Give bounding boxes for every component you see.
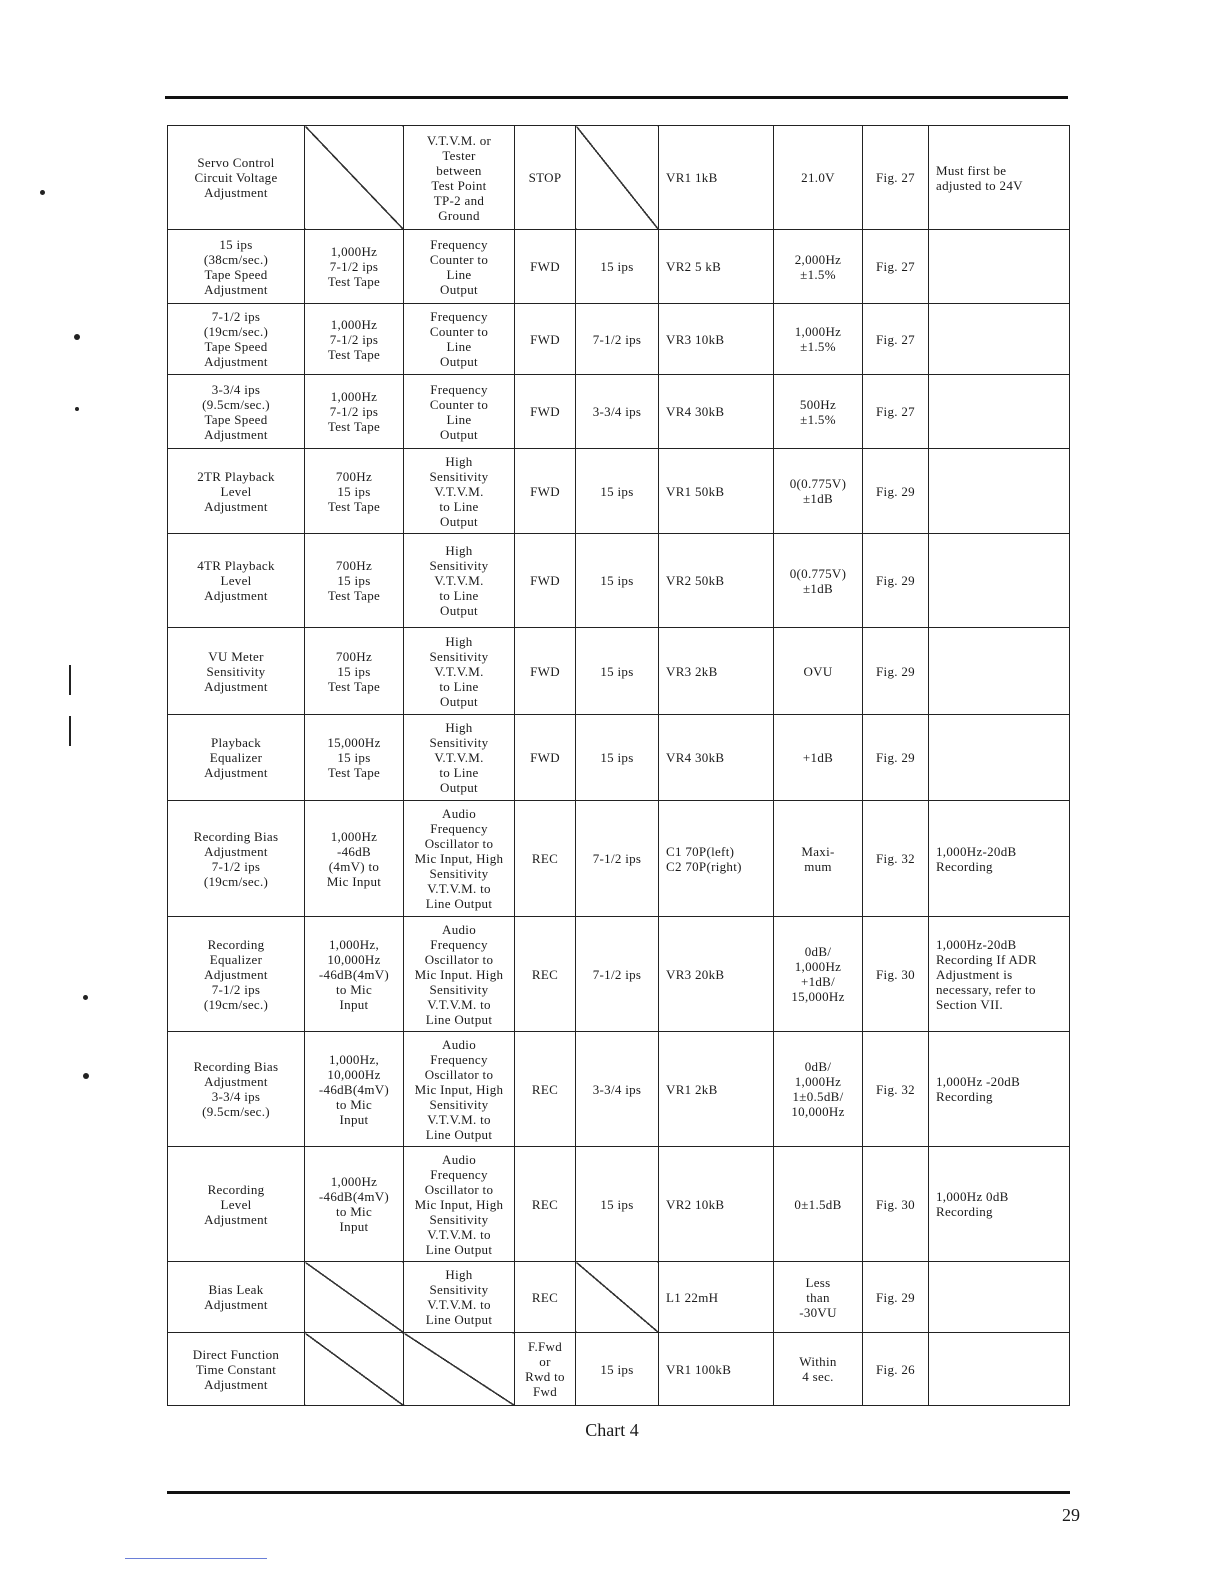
margin-mark	[74, 334, 80, 340]
input-signal-text: 700Hz 15 ips Test Tape	[327, 558, 381, 603]
adjustment-point-text: VR3 10kB	[666, 331, 725, 347]
mode-cell	[515, 1147, 576, 1262]
input-signal-cell	[305, 801, 404, 917]
adjustment-point-text: VR1 50kB	[666, 483, 725, 499]
standard-value-cell	[774, 449, 863, 534]
table-row	[168, 449, 1070, 534]
adjustment-item-text: Playback Equalizer Adjustment	[204, 735, 268, 780]
adjustment-item-text: 2TR Playback Level Adjustment	[197, 468, 275, 514]
standard-value-cell	[774, 715, 863, 801]
instrument-cell	[404, 375, 515, 449]
figure-cell	[863, 1262, 929, 1333]
table-row	[168, 715, 1070, 801]
adjustment-item-text: Recording Equalizer Adjustment 7-1/2 ips (19cm/sec.)	[203, 936, 269, 1012]
adjustment-point-cell	[659, 126, 774, 230]
adjustment-point-text: VR2 5 kB	[666, 259, 722, 274]
instrument-text: Audio Frequency Oscillator to Mic Input, High Sensitivity V.T.V.M. to Line Output	[414, 1151, 504, 1257]
tape-speed-cell	[576, 715, 659, 801]
mode-text: FWD	[530, 331, 560, 347]
figure-cell	[863, 375, 929, 449]
adjustment-point-cell	[659, 230, 774, 304]
figure-cell	[863, 917, 929, 1032]
standard-value-text: OVU	[803, 663, 833, 679]
instrument-cell	[404, 628, 515, 715]
instrument-text: V.T.V.M. or Tester between Test Point TP-2 and Ground	[426, 132, 492, 223]
adjustment-point-text: VR1 1kB	[666, 170, 718, 185]
remarks-cell	[929, 304, 1070, 375]
figure-cell	[863, 1032, 929, 1147]
remarks-text: 1,000Hz 0dB Recording	[936, 1189, 1009, 1219]
input-signal-text: 1,000Hz -46dB (4mV) to Mic Input	[326, 828, 382, 889]
input-signal-cell	[305, 917, 404, 1032]
figure-text: Fig. 29	[876, 1289, 915, 1305]
table-row	[168, 126, 1070, 230]
instrument-cell	[404, 126, 515, 230]
input-signal-cell	[305, 1147, 404, 1262]
tape-speed-text: 15 ips	[600, 1196, 634, 1212]
input-signal-text: 15,000Hz 15 ips Test Tape	[327, 735, 381, 780]
figure-text: Fig. 27	[876, 331, 915, 347]
instrument-text: High Sensitivity V.T.V.M. to Line Output	[429, 633, 489, 709]
adjustment-point-cell	[659, 1147, 774, 1262]
standard-value-cell	[774, 1032, 863, 1147]
mode-cell	[515, 917, 576, 1032]
remarks-cell	[929, 628, 1070, 715]
mode-cell	[515, 1333, 576, 1406]
tape-speed-text: 7-1/2 ips	[592, 331, 642, 347]
adjustment-point-cell	[659, 801, 774, 917]
adjustment-item-cell	[168, 628, 305, 715]
mode-text: STOP	[528, 170, 562, 185]
tape-speed-cell	[576, 801, 659, 917]
standard-value-text: +1dB	[802, 750, 834, 765]
tape-speed-cell	[576, 126, 659, 230]
remarks-cell	[929, 1147, 1070, 1262]
figure-text: Fig. 29	[876, 573, 915, 588]
table-row	[168, 534, 1070, 628]
remarks-text: 1,000Hz-20dB Recording If ADR Adjustment is necessary, refer to Section VII.	[936, 936, 1037, 1012]
mode-text: REC	[531, 1196, 559, 1212]
margin-mark	[83, 1073, 89, 1079]
bottom-rule	[167, 1491, 1070, 1494]
adjustment-item-text: 3-3/4 ips (9.5cm/sec.) Tape Speed Adjustment	[202, 381, 270, 442]
remarks-text: Must first be adjusted to 24V	[936, 162, 1023, 193]
adjustment-point-cell	[659, 628, 774, 715]
tape-speed-text: 3-3/4 ips	[592, 404, 642, 419]
tape-speed-text: 15 ips	[600, 750, 634, 765]
adjustment-item-cell	[168, 375, 305, 449]
adjustment-item-cell	[168, 1032, 305, 1147]
figure-cell	[863, 304, 929, 375]
adjustment-point-text: VR3 20kB	[666, 966, 725, 982]
mode-text: FWD	[530, 483, 560, 499]
adjustment-item-text: Recording Level Adjustment	[204, 1181, 268, 1227]
standard-value-cell	[774, 801, 863, 917]
adjustment-item-cell	[168, 230, 305, 304]
standard-value-text: 2,000Hz ±1.5%	[794, 251, 842, 282]
table-row	[168, 1147, 1070, 1262]
figure-cell	[863, 230, 929, 304]
input-signal-cell	[305, 715, 404, 801]
standard-value-text: 0dB/ 1,000Hz +1dB/ 15,000Hz	[791, 944, 845, 1004]
figure-text: Fig. 32	[876, 851, 915, 866]
input-signal-cell	[305, 1262, 404, 1333]
instrument-cell	[404, 449, 515, 534]
mode-cell	[515, 801, 576, 917]
figure-cell	[863, 715, 929, 801]
standard-value-cell	[774, 534, 863, 628]
adjustment-point-text: VR2 50kB	[666, 573, 725, 588]
input-signal-text: 1,000Hz, 10,000Hz -46dB(4mV) to Mic Input	[318, 1051, 390, 1127]
table-row	[168, 1333, 1070, 1406]
mode-text: FWD	[530, 750, 560, 765]
chart-caption: Chart 4	[585, 1420, 639, 1440]
input-signal-text: 700Hz 15 ips Test Tape	[327, 648, 381, 694]
input-signal-text: 1,000Hz 7-1/2 ips Test Tape	[327, 389, 381, 434]
adjustment-point-cell	[659, 534, 774, 628]
adjustment-item-cell	[168, 801, 305, 917]
mode-text: REC	[531, 1081, 559, 1097]
instrument-cell	[404, 1333, 515, 1406]
adjustment-item-text: 7-1/2 ips (19cm/sec.) Tape Speed Adjustment	[203, 309, 269, 369]
adjustment-point-text: VR1 100kB	[666, 1361, 732, 1377]
instrument-cell	[404, 1147, 515, 1262]
adjustment-point-text: L1 22mH	[666, 1289, 719, 1305]
mode-cell	[515, 628, 576, 715]
adjustment-item-cell	[168, 304, 305, 375]
remarks-cell	[929, 449, 1070, 534]
input-signal-text: 700Hz 15 ips Test Tape	[327, 468, 381, 514]
adjustment-point-text: VR4 30kB	[666, 750, 725, 765]
figure-cell	[863, 449, 929, 534]
adjustment-item-text: Recording Bias Adjustment 7-1/2 ips (19cm/sec.)	[193, 828, 279, 889]
table-row	[168, 917, 1070, 1032]
instrument-text: Frequency Counter to Line Output	[429, 236, 489, 297]
remarks-cell	[929, 126, 1070, 230]
remarks-cell	[929, 801, 1070, 917]
figure-text: Fig. 29	[876, 663, 915, 679]
input-signal-cell	[305, 375, 404, 449]
mode-text: FWD	[530, 663, 560, 679]
instrument-cell	[404, 1262, 515, 1333]
remarks-cell	[929, 230, 1070, 304]
adjustment-item-cell	[168, 917, 305, 1032]
figure-cell	[863, 801, 929, 917]
table-row	[168, 230, 1070, 304]
figure-text: Fig. 27	[876, 404, 915, 419]
instrument-text: Frequency Counter to Line Output	[429, 381, 489, 442]
adjustment-item-text: Bias Leak Adjustment	[204, 1282, 268, 1312]
standard-value-cell	[774, 304, 863, 375]
input-signal-cell	[305, 534, 404, 628]
figure-text: Fig. 26	[876, 1361, 915, 1377]
figure-cell	[863, 1147, 929, 1262]
standard-value-text: 0(0.775V) ±1dB	[789, 565, 847, 596]
input-signal-cell	[305, 230, 404, 304]
instrument-cell	[404, 917, 515, 1032]
tape-speed-cell	[576, 534, 659, 628]
mode-cell	[515, 1032, 576, 1147]
mode-cell	[515, 715, 576, 801]
standard-value-text: 1,000Hz ±1.5%	[794, 324, 842, 354]
table-row	[168, 375, 1070, 449]
figure-cell	[863, 1333, 929, 1406]
adjustment-point-cell	[659, 449, 774, 534]
mode-text: FWD	[530, 259, 560, 274]
adjustment-point-cell	[659, 375, 774, 449]
mode-cell	[515, 304, 576, 375]
tape-speed-cell	[576, 917, 659, 1032]
standard-value-text: Maxi- mum	[801, 843, 835, 874]
figure-cell	[863, 534, 929, 628]
margin-mark	[69, 716, 71, 746]
tape-speed-cell	[576, 1333, 659, 1406]
remarks-text: 1,000Hz-20dB Recording	[936, 843, 1017, 874]
margin-mark	[40, 190, 45, 195]
margin-mark	[69, 665, 71, 695]
input-signal-text: 1,000Hz 7-1/2 ips Test Tape	[327, 316, 381, 362]
margin-mark	[83, 995, 88, 1000]
remarks-text: 1,000Hz -20dB Recording	[936, 1074, 1021, 1104]
adjustment-item-text: Direct Function Time Constant Adjustment	[192, 1346, 280, 1392]
tape-speed-text: 15 ips	[600, 1361, 634, 1377]
input-signal-cell	[305, 1333, 404, 1406]
remarks-cell	[929, 1333, 1070, 1406]
mode-cell	[515, 375, 576, 449]
remarks-cell	[929, 715, 1070, 801]
standard-value-text: 500Hz ±1.5%	[799, 396, 837, 427]
figure-cell	[863, 628, 929, 715]
standard-value-text: 0±1.5dB	[794, 1196, 842, 1212]
standard-value-cell	[774, 917, 863, 1032]
standard-value-cell	[774, 375, 863, 449]
adjustment-item-text: 4TR Playback Level Adjustment	[197, 558, 275, 603]
standard-value-text: 21.0V	[801, 170, 835, 185]
table-row	[168, 801, 1070, 917]
figure-cell	[863, 126, 929, 230]
remarks-cell	[929, 917, 1070, 1032]
adjustment-item-cell	[168, 715, 305, 801]
instrument-text: Frequency Counter to Line Output	[429, 309, 489, 369]
tape-speed-cell	[576, 375, 659, 449]
mode-cell	[515, 534, 576, 628]
tape-speed-text: 7-1/2 ips	[592, 851, 642, 866]
figure-text: Fig. 29	[876, 483, 915, 499]
tape-speed-text: 15 ips	[600, 573, 634, 588]
adjustment-point-cell	[659, 917, 774, 1032]
instrument-cell	[404, 304, 515, 375]
instrument-text: High Sensitivity V.T.V.M. to Line Output	[429, 453, 489, 529]
instrument-text: High Sensitivity V.T.V.M. to Line Output	[429, 543, 489, 618]
remarks-cell	[929, 1032, 1070, 1147]
figure-text: Fig. 30	[876, 1196, 915, 1212]
adjustment-table	[167, 125, 1070, 1406]
figure-text: Fig. 29	[876, 750, 915, 765]
instrument-cell	[404, 230, 515, 304]
standard-value-text: 0dB/ 1,000Hz 1±0.5dB/ 10,000Hz	[791, 1059, 845, 1119]
input-signal-cell	[305, 126, 404, 230]
top-rule	[165, 96, 1068, 99]
tape-speed-text: 15 ips	[600, 259, 634, 274]
mode-cell	[515, 449, 576, 534]
tape-speed-cell	[576, 304, 659, 375]
instrument-text: High Sensitivity V.T.V.M. to Line Output	[425, 1267, 493, 1327]
standard-value-text: Within 4 sec.	[799, 1354, 837, 1384]
standard-value-cell	[774, 628, 863, 715]
adjustment-item-cell	[168, 449, 305, 534]
instrument-cell	[404, 534, 515, 628]
tape-speed-text: 3-3/4 ips	[592, 1081, 642, 1097]
adjustment-point-text: C1 70P(left) C2 70P(right)	[666, 843, 742, 874]
mode-cell	[515, 1262, 576, 1333]
mode-text: REC	[531, 1289, 559, 1305]
tape-speed-cell	[576, 1032, 659, 1147]
figure-text: Fig. 32	[876, 1081, 915, 1097]
adjustment-item-cell	[168, 1147, 305, 1262]
adjustment-item-text: 15 ips (38cm/sec.) Tape Speed Adjustment	[203, 236, 269, 297]
standard-value-text: Less than -30VU	[799, 1274, 837, 1320]
adjustment-point-text: VR2 10kB	[666, 1196, 725, 1212]
input-signal-text: 1,000Hz 7-1/2 ips Test Tape	[327, 244, 381, 289]
tape-speed-cell	[576, 230, 659, 304]
standard-value-cell	[774, 1147, 863, 1262]
table-row	[168, 304, 1070, 375]
remarks-cell	[929, 375, 1070, 449]
figure-text: Fig. 30	[876, 966, 915, 982]
input-signal-text: 1,000Hz -46dB(4mV) to Mic Input	[318, 1174, 390, 1234]
instrument-text: Audio Frequency Oscillator to Mic Input, High Sensitivity V.T.V.M. to Line Output	[414, 1036, 504, 1142]
adjustment-point-cell	[659, 304, 774, 375]
mode-text: F.Fwd or Rwd to Fwd	[525, 1339, 565, 1399]
adjustment-item-cell	[168, 126, 305, 230]
input-signal-cell	[305, 449, 404, 534]
tape-speed-text: 15 ips	[600, 663, 634, 679]
adjustment-point-text: VR3 2kB	[666, 663, 718, 679]
adjustment-point-text: VR1 2kB	[666, 1081, 718, 1097]
standard-value-text: 0(0.775V) ±1dB	[789, 476, 847, 506]
figure-text: Fig. 27	[876, 170, 915, 185]
standard-value-cell	[774, 230, 863, 304]
adjustment-point-cell	[659, 1333, 774, 1406]
adjustment-item-text: VU Meter Sensitivity Adjustment	[204, 648, 268, 694]
adjustment-point-cell	[659, 1262, 774, 1333]
tape-speed-text: 15 ips	[600, 483, 634, 499]
instrument-text: Audio Frequency Oscillator to Mic Input. High Sensitivity V.T.V.M. to Line Output	[414, 921, 504, 1027]
instrument-cell	[404, 1032, 515, 1147]
instrument-cell	[404, 801, 515, 917]
standard-value-cell	[774, 1333, 863, 1406]
instrument-text: Audio Frequency Oscillator to Mic Input, High Sensitivity V.T.V.M. to Line Output	[414, 806, 504, 911]
mode-text: REC	[531, 966, 559, 982]
underline-mark	[125, 1558, 267, 1559]
input-signal-text: 1,000Hz, 10,000Hz -46dB(4mV) to Mic Input	[318, 936, 390, 1012]
mode-cell	[515, 126, 576, 230]
figure-text: Fig. 27	[876, 259, 915, 274]
instrument-cell	[404, 715, 515, 801]
table-row	[168, 1262, 1070, 1333]
adjustment-item-cell	[168, 1262, 305, 1333]
standard-value-cell	[774, 126, 863, 230]
standard-value-cell	[774, 1262, 863, 1333]
remarks-cell	[929, 1262, 1070, 1333]
table-row	[168, 628, 1070, 715]
page-number: 29	[1062, 1505, 1080, 1525]
input-signal-cell	[305, 304, 404, 375]
mode-text: FWD	[530, 573, 560, 588]
tape-speed-cell	[576, 628, 659, 715]
tape-speed-cell	[576, 449, 659, 534]
mode-cell	[515, 230, 576, 304]
input-signal-cell	[305, 1032, 404, 1147]
input-signal-cell	[305, 628, 404, 715]
tape-speed-cell	[576, 1262, 659, 1333]
remarks-cell	[929, 534, 1070, 628]
instrument-text: High Sensitivity V.T.V.M. to Line Output	[429, 720, 489, 795]
adjustment-item-text: Servo Control Circuit Voltage Adjustment	[194, 155, 278, 200]
margin-mark	[75, 407, 79, 411]
tape-speed-text: 7-1/2 ips	[592, 966, 642, 982]
adjustment-point-cell	[659, 1032, 774, 1147]
mode-text: REC	[531, 851, 559, 866]
table-row	[168, 1032, 1070, 1147]
tape-speed-cell	[576, 1147, 659, 1262]
adjustment-item-cell	[168, 534, 305, 628]
mode-text: FWD	[530, 404, 560, 419]
adjustment-point-cell	[659, 715, 774, 801]
adjustment-item-text: Recording Bias Adjustment 3-3/4 ips (9.5cm/sec.)	[193, 1059, 279, 1119]
adjustment-item-cell	[168, 1333, 305, 1406]
adjustment-point-text: VR4 30kB	[666, 404, 725, 419]
